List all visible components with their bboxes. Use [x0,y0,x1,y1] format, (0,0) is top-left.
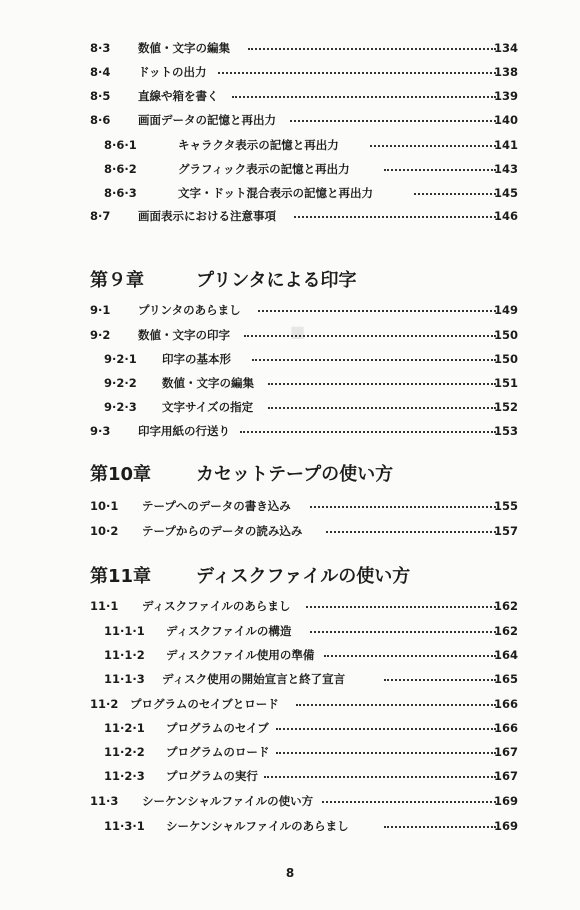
dot-leader [264,776,496,778]
entry-title: 印字用紙の行送り [138,421,233,441]
entry-title: ドットの出力 [138,62,210,82]
chapter-title: ディスクファイルの使い方 [196,566,411,587]
toc-entry [0,86,580,106]
entry-number: 8·5 [90,89,111,103]
entry-title: プログラムの実行 [166,766,261,786]
entry-title: テープへのデータの書き込み [142,496,294,516]
dot-leader [414,193,496,195]
entry-number: 8·6·1 [104,138,137,152]
entry-page: 165 [493,672,518,686]
page-number: 8 [285,866,295,880]
entry-page: 166 [493,721,518,735]
entry-title: シーケンシャルファイルの使い方 [142,791,316,811]
entry-title: キャラクタ表示の記憶と再出力 [178,135,342,155]
entry-number: 11·3 [90,794,119,808]
entry-page: 166 [493,697,518,711]
toc-entry [0,38,580,58]
dot-leader [306,606,496,608]
toc-entry [0,816,580,836]
toc-entry [0,669,580,689]
toc-entry [0,397,580,417]
entry-number: 11·2 [90,697,119,711]
dot-leader [276,728,496,730]
entry-number: 8·6·3 [104,186,137,200]
entry-number: 11·1·2 [104,648,145,662]
dot-leader [232,96,496,98]
toc-entry [0,766,580,786]
entry-title: 印字の基本形 [162,349,234,369]
entry-page: 169 [493,819,518,833]
entry-title: プログラムのセイブとロード [130,694,282,714]
toc-entry [0,349,580,369]
entry-number: 9·2 [90,328,111,342]
dot-leader [324,655,496,657]
entry-page: 162 [493,624,518,638]
entry-title: ディスク使用の開始宣言と終了宣言 [162,669,348,689]
entry-number: 11·2·3 [104,769,145,783]
entry-page: 150 [493,328,518,342]
entry-page: 145 [493,186,518,200]
dot-leader [296,704,496,706]
entry-number: 10·1 [90,499,119,513]
dot-leader [276,752,496,754]
entry-title: 数値・文字の印字 [138,325,233,345]
toc-entry [0,742,580,762]
dot-leader [370,145,496,147]
entry-number: 11·3·1 [104,819,145,833]
dot-leader [240,431,496,433]
dot-leader [268,383,496,385]
toc-entry [0,62,580,82]
entry-title: 数値・文字の編集 [162,373,257,393]
toc-entry [0,496,580,516]
toc-entry [0,521,580,541]
toc-entry [0,373,580,393]
chapter-heading [0,460,580,490]
entry-number: 9·1 [90,303,111,317]
entry-title: ディスクファイル使用の準備 [166,645,317,665]
entry-page: 167 [493,745,518,759]
dot-leader [290,120,496,122]
entry-page: 169 [493,794,518,808]
toc-entry [0,300,580,320]
toc-entry [0,694,580,714]
dot-leader [384,826,496,828]
dot-leader [294,216,496,218]
entry-number: 9·3 [90,424,111,438]
entry-title: 直線や箱を書く [138,86,222,106]
toc-entry [0,645,580,665]
entry-title: ディスクファイルの構造 [166,621,294,641]
chapter-title: カセットテープの使い方 [196,464,394,485]
toc-entry [0,421,580,441]
entry-title: シーケンシャルファイルのあらまし [166,816,352,836]
entry-page: 151 [493,376,518,390]
entry-title: プログラムのロード [166,742,272,762]
toc-entry [0,135,580,155]
dot-leader [322,801,496,803]
entry-page: 140 [493,113,518,127]
entry-page: 149 [493,303,518,317]
entry-number: 8·4 [90,65,111,79]
toc-entry [0,791,580,811]
entry-page: 138 [493,65,518,79]
entry-page: 167 [493,769,518,783]
entry-page: 134 [493,41,518,55]
dot-leader [310,506,496,508]
entry-title: 画面表示における注意事項 [138,206,279,226]
toc-entry [0,718,580,738]
dot-leader [218,72,496,74]
dot-leader [248,48,496,50]
chapter-heading [0,266,580,296]
entry-title: グラフィック表示の記憶と再出力 [178,159,353,179]
entry-page: 141 [493,138,518,152]
entry-number: 11·1 [90,599,119,613]
entry-number: 8·6·2 [104,162,137,176]
entry-number: 9·2·1 [104,352,137,366]
chapter-title: プリンタによる印字 [196,270,357,291]
entry-page: 143 [493,162,518,176]
toc-entry [0,596,580,616]
toc-entry [0,325,580,345]
chapter-number: 第９章 [90,270,144,291]
dot-leader [258,310,496,312]
entry-page: 162 [493,599,518,613]
entry-number: 11·1·1 [104,624,145,638]
dot-leader [244,335,496,337]
toc-entry [0,159,580,179]
dot-leader [310,631,496,633]
entry-number: 8·3 [90,41,111,55]
entry-page: 139 [493,89,518,103]
toc-entry [0,183,580,203]
entry-title: 画面データの記憶と再出力 [138,110,279,130]
entry-page: 155 [493,499,518,513]
toc-entry [0,206,580,226]
dot-leader [384,679,496,681]
entry-page: 146 [493,209,518,223]
entry-number: 10·2 [90,524,119,538]
chapter-number: 第10章 [90,464,152,485]
entry-title: 数値・文字の編集 [138,38,233,58]
entry-title: ディスクファイルのあらまし [142,596,293,616]
entry-title: 文字・ドット混合表示の記憶と再出力 [178,183,376,203]
toc-entry [0,621,580,641]
dot-leader [268,407,496,409]
entry-title: プリンタのあらまし [138,300,244,320]
entry-page: 164 [493,648,518,662]
entry-number: 11·1·3 [104,672,145,686]
dot-leader [252,359,496,361]
entry-number: 8·6 [90,113,111,127]
dot-leader [326,531,496,533]
dot-leader [384,169,496,171]
chapter-heading [0,562,580,592]
entry-number: 9·2·2 [104,376,137,390]
entry-page: 157 [493,524,518,538]
entry-title: プログラムのセイブ [166,718,272,738]
entry-page: 153 [493,424,518,438]
entry-title: テープからのデータの読み込み [142,521,305,541]
chapter-number: 第11章 [90,566,152,587]
entry-page: 150 [493,352,518,366]
entry-number: 8·7 [90,209,111,223]
bleed-through-mark: ■ [290,322,306,341]
entry-page: 152 [493,400,518,414]
toc-entry [0,110,580,130]
entry-number: 9·2·3 [104,400,137,414]
entry-number: 11·2·2 [104,745,145,759]
entry-title: 文字サイズの指定 [162,397,256,417]
entry-number: 11·2·1 [104,721,145,735]
